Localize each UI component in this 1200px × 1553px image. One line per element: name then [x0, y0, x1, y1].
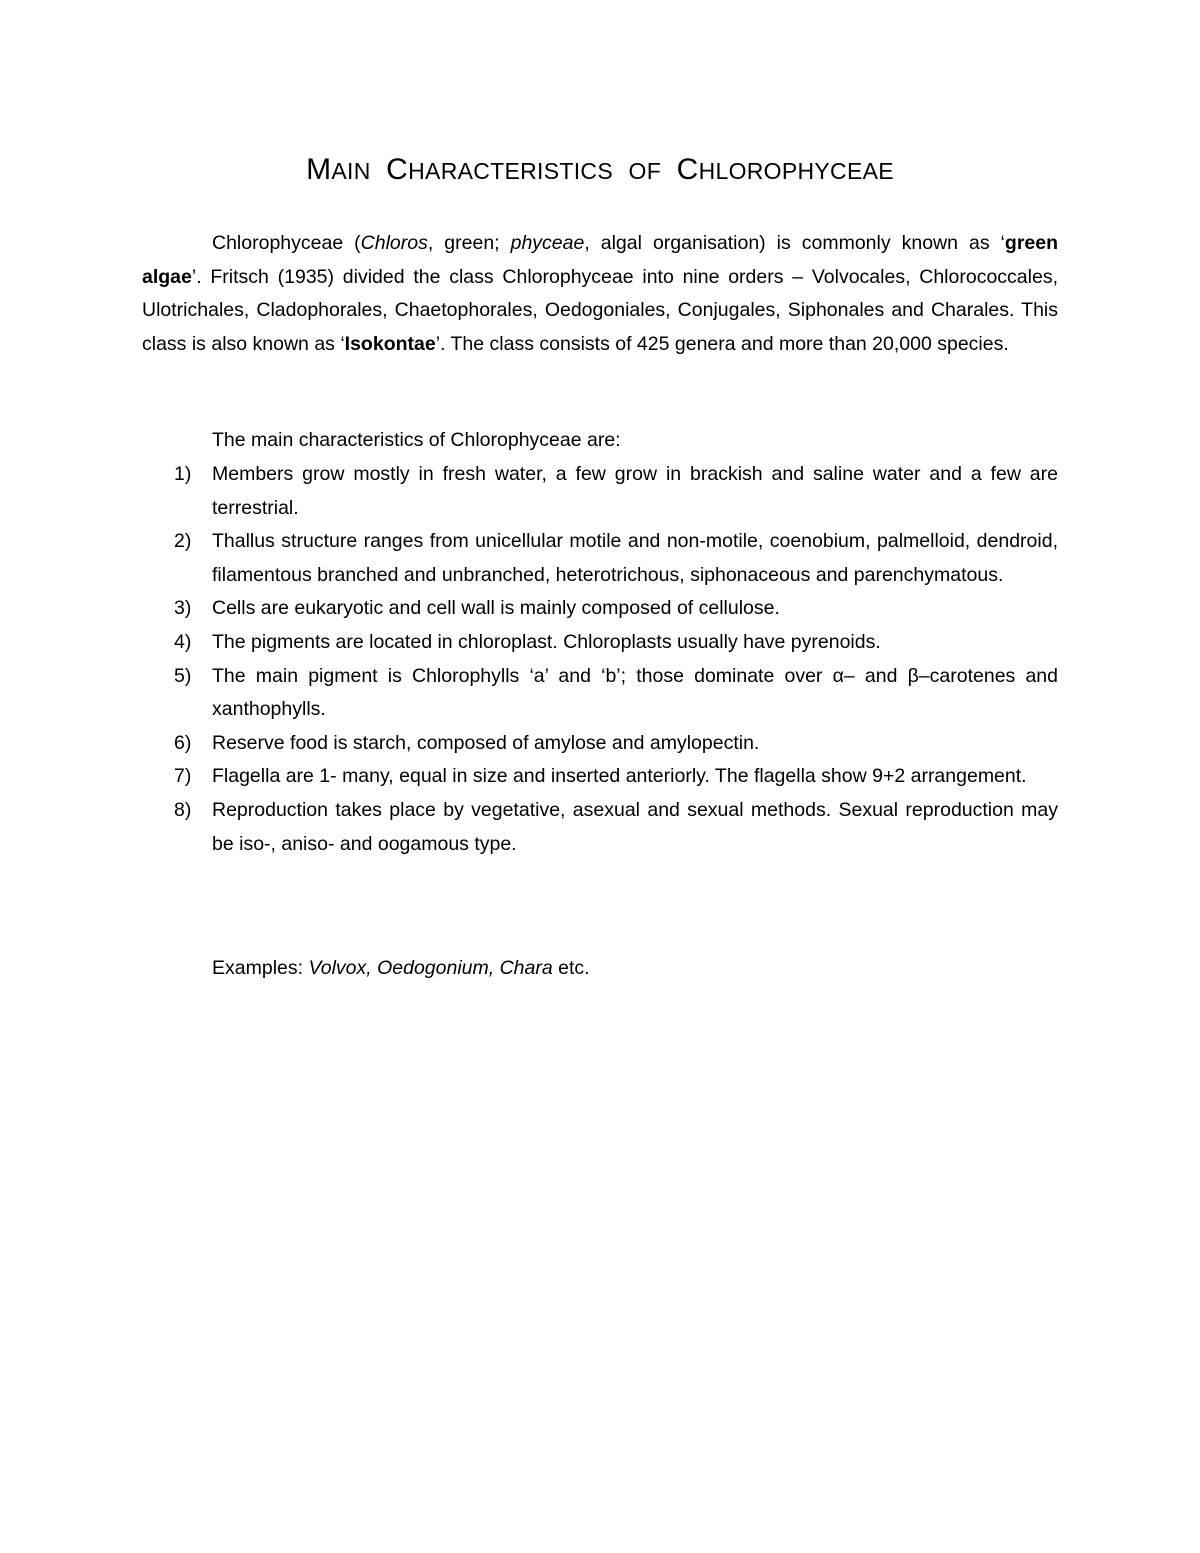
examples-label: Examples:: [212, 957, 309, 979]
paragraph-italic: phyceae: [510, 232, 585, 254]
list-item-text: The main pigment is Chlorophylls ‘a’ and ‘b’; those dominate over α– and β–carotenes and xanthophylls.: [212, 664, 1058, 721]
title-word-chlorophyceae: [677, 155, 894, 185]
list-number: 4): [174, 630, 192, 653]
list-item-text: Reproduction takes place by vegetative, asexual and sexual methods. Sexual reproduction may be iso-, aniso- and oogamous type.: [212, 798, 1058, 855]
paragraph-text: Chlorophyceae (: [212, 232, 361, 254]
list-number: 3): [174, 597, 192, 620]
title-initial: C: [676, 153, 699, 186]
title-initial: M: [306, 153, 332, 186]
list-number: 2): [174, 530, 192, 553]
title-word-main: [306, 155, 371, 185]
list-item-text: Members grow mostly in fresh water, a few grow in brackish and saline water and a few are terrestrial.: [212, 463, 1058, 519]
title-initial: C: [386, 153, 409, 186]
list-number: 1): [174, 463, 192, 485]
title-rest: AIN: [331, 158, 371, 184]
list-item: [142, 660, 1058, 727]
list-item: [142, 760, 1058, 794]
list-item-text: Reserve food is starch, composed of amylose and amylopectin.: [212, 731, 760, 754]
list-item: [142, 727, 1058, 761]
list-item: [142, 626, 1058, 660]
title-word-characteristics: [386, 155, 613, 185]
list-number: 7): [174, 765, 192, 788]
title-rest: HARACTERISTICS: [408, 158, 613, 184]
intro-paragraph: [142, 227, 1058, 361]
characteristics-list: [142, 458, 1058, 861]
paragraph-text: ’. The class consists of 425 genera and more than 20,000 species.: [435, 332, 1009, 355]
list-item: [142, 592, 1058, 626]
list-number: 5): [174, 664, 192, 687]
examples-items: Volvox, Oedogonium, Chara: [308, 957, 553, 979]
paragraph-italic: Chloros: [360, 232, 428, 254]
examples-line: [212, 952, 590, 986]
examples-suffix: etc.: [552, 957, 590, 979]
list-item-text: Flagella are 1- many, equal in size and inserted anteriorly. The flagella show 9+2 arrangement.: [212, 765, 1027, 788]
list-item-text: Cells are eukaryotic and cell wall is mainly composed of cellulose.: [212, 597, 780, 620]
paragraph-bold: green algae: [142, 232, 1059, 288]
paragraph-text: , green;: [427, 232, 511, 254]
list-item-text: The pigments are located in chloroplast. Chloroplasts usually have pyrenoids.: [212, 630, 881, 653]
title-word-of: OF: [628, 158, 662, 184]
list-intro: The main characteristics of Chlorophyceae are:: [212, 429, 621, 451]
paragraph-bold: Isokontae: [344, 332, 436, 355]
title-rest: HLOROPHYCEAE: [698, 158, 894, 184]
list-number: 6): [174, 731, 192, 754]
paragraph-text: ’. Fritsch (1935) divided the class Chlorophyceae into nine orders – Volvocales, Chlorococcales, Ulotrichales, Cladophorales, Chaetophorales, Oedogoniales, Conjugales, Siphonales and Charales. This class is also known as ‘: [142, 265, 1058, 355]
list-item: [142, 458, 1058, 525]
paragraph-text: , algal organisation) is commonly known as ‘: [584, 232, 1005, 254]
list-item: [142, 525, 1058, 592]
page-title: [0, 150, 1200, 191]
list-number: 8): [174, 798, 192, 821]
list-item-text: Thallus structure ranges from unicellular motile and non-motile, coenobium, palmelloid, dendroid, filamentous branched and unbranched, heterotrichous, siphonaceous and parenchymatous.: [212, 530, 1058, 586]
list-item: [142, 794, 1058, 861]
